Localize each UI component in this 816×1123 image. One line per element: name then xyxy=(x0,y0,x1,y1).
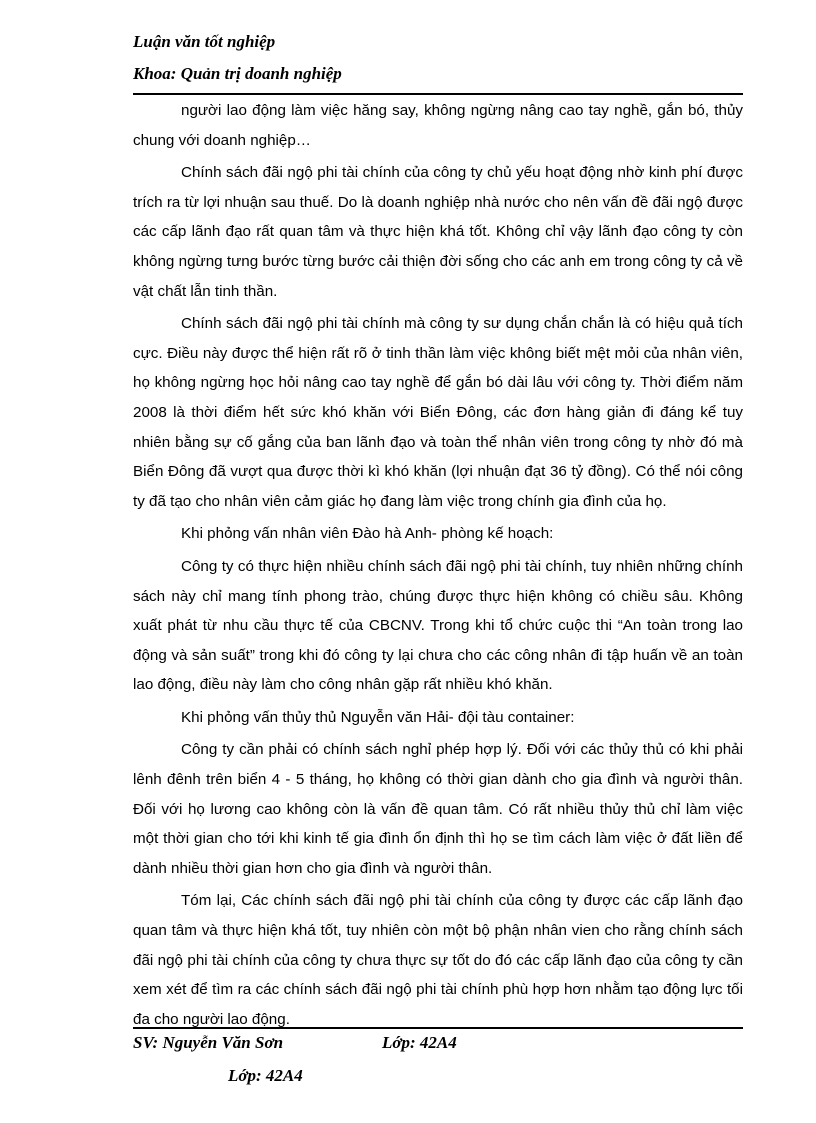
footer-class-repeat: Lớp: 42A4 xyxy=(228,1066,303,1085)
paragraph: Công ty cần phải có chính sách nghỉ phép hợp lý. Đối với các thủy thủ có khi phải lênh đênh trên biển 4 - 5 tháng, họ không có thời gian dành cho gia đình và người thân. Đối với họ lương cao không còn là vấn đề quan tâm. Có rất nhiều thủy thủ chỉ làm việc một thời gian cho tới khi kinh tế gia đình ổn định thì họ se tìm cách làm việc ở đất liền để dành nhiều thời gian hơn cho gia đình và người thân. xyxy=(133,741,743,877)
footer-divider xyxy=(133,1027,743,1029)
document-title: Luận văn tốt nghiệp xyxy=(133,32,276,51)
paragraph: Chính sách đãi ngộ phi tài chính của công ty chủ yếu hoạt động nhờ kinh phí được trích ra từ lợi nhuận sau thuế. Do là doanh nghiệp nhà nước cho nên vấn đề đãi ngộ được các cấp lãnh đạo rất quan tâm và thực hiện khá tốt. Không chỉ vậy lãnh đạo công ty còn không ngừng tưng bước từng bước cải thiện đời sống cho các anh em trong công ty cả về vật chất lẫn tinh thần. xyxy=(133,164,743,300)
document-body xyxy=(133,96,743,1037)
paragraph: Khi phỏng vấn nhân viên Đào hà Anh- phòng kế hoạch: xyxy=(181,525,554,543)
header-divider xyxy=(133,93,743,95)
footer-class: Lớp: 42A4 xyxy=(382,1033,457,1052)
paragraph: người lao động làm việc hăng say, không ngừng nâng cao tay nghề, gắn bó, thủy chung với doanh nghiệp… xyxy=(133,102,743,149)
footer-student-name: SV: Nguyễn Văn Sơn xyxy=(133,1033,284,1052)
paragraph: Chính sách đãi ngộ phi tài chính mà công ty sư dụng chắn chắn là có hiệu quả tích cực. Điều này được thể hiện rất rõ ở tinh thần làm việc không biết mệt mỏi của nhân viên, họ không ngừng học hỏi nâng cao tay nghề để gắn bó dài lâu với công ty. Thời điểm năm 2008 là thời điểm hết sức khó khăn với Biển Đông, các đơn hàng giản đi đáng kể tuy nhiên bằng sự cố gắng của ban lãnh đạo và toàn thể nhân viên trong công ty nhờ đó mà Biển Đông đã vượt qua được thời kì khó khăn (lợi nhuận đạt 36 tỷ đồng). Có thể nói công ty đã tạo cho nhân viên cảm giác họ đang làm việc trong chính gia đình của họ. xyxy=(133,315,743,510)
paragraph: Công ty có thực hiện nhiều chính sách đãi ngộ phi tài chính, tuy nhiên những chính sách này chỉ mang tính phong trào, chúng được thực hiện không có chiều sâu. Không xuất phát từ nhu cầu thực tế của CBCNV. Trong khi tổ chức cuộc thi “An toàn trong lao động và sản suất” trong khi đó công ty lại chưa cho các công nhân đi tập huấn về an toàn lao động, điều này làm cho công nhân gặp rất nhiều khó khăn. xyxy=(133,557,743,694)
paragraph: Khi phỏng vấn thủy thủ Nguyễn văn Hải- đội tàu container: xyxy=(181,708,575,726)
paragraph: Tóm lại, Các chính sách đãi ngộ phi tài chính của công ty được các cấp lãnh đạo quan tâm và thực hiện khá tốt, tuy nhiên còn một bộ phận nhân vien cho rằng chính sách đãi ngộ phi tài chính của công ty chưa thực sự tốt do đó các cấp lãnh đạo của công ty cần xem xét để tìm ra các chính sách đãi ngộ phi tài chính phù hợp hơn nhằm tạo động lực tối đa cho người lao động. xyxy=(133,892,743,1028)
faculty-label: Khoa: Quản trị doanh nghiệp xyxy=(133,64,342,83)
